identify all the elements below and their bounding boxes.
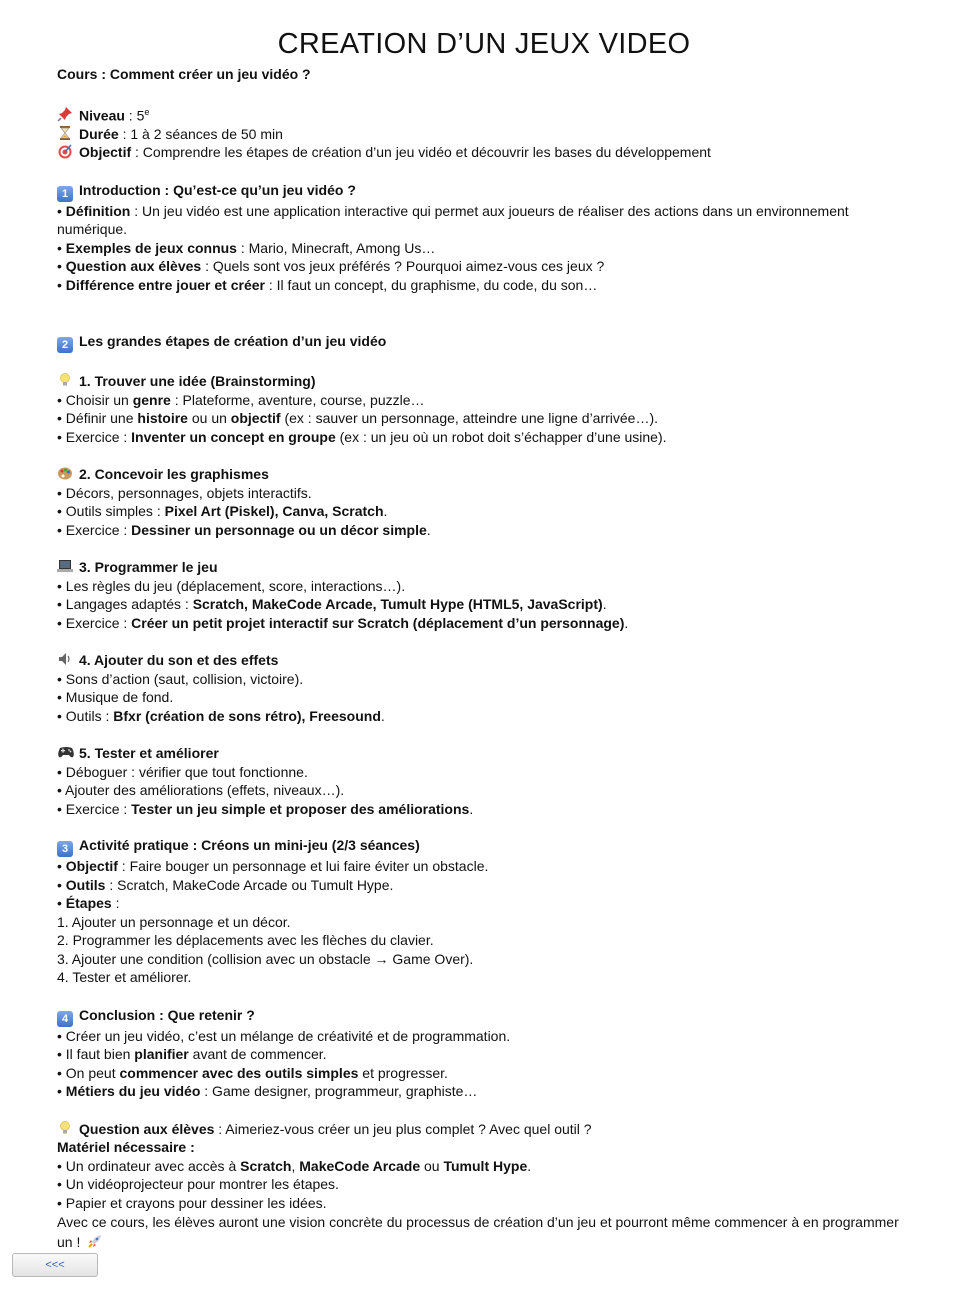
list-item: • Un vidéoprojecteur pour montrer les étapes.: [57, 1176, 339, 1193]
list-item: • Sons d’action (saut, collision, victoire).: [57, 670, 304, 687]
list-item: • Définir une histoire ou un objectif (ex : sauver un personnage, atteindre une ligne d’arrivée…).: [57, 410, 659, 427]
step-1-title: 1. Trouver une idée (Brainstorming): [57, 372, 917, 391]
laptop-icon: [57, 558, 73, 574]
numbered-item: 3. Ajouter une condition (collision avec un obstacle → Game Over).: [57, 950, 474, 967]
numbered-item: 1. Ajouter un personnage et un décor.: [57, 913, 291, 930]
list-item: • Les règles du jeu (déplacement, score, interactions…).: [57, 577, 406, 594]
final-question: Question aux élèves : Aimeriez-vous créer un jeu plus complet ? Avec quel outil ?: [57, 1120, 917, 1139]
list-item: • Objectif : Faire bouger un personnage et lui faire éviter un obstacle.: [57, 858, 489, 875]
page-title: CREATION D’UN JEUX VIDEO: [277, 28, 691, 60]
target-icon: [57, 143, 73, 159]
section-1-title: 1 Introduction : Qu’est-ce qu’un jeu vidéo ?: [57, 181, 917, 202]
step-4-title: 4. Ajouter du son et des effets: [57, 651, 917, 670]
list-item: • Un ordinateur avec accès à Scratch, MakeCode Arcade ou Tumult Hype.: [57, 1157, 532, 1174]
back-button[interactable]: <<<: [12, 1253, 98, 1277]
list-item: • Exemples de jeux connus : Mario, Minecraft, Among Us…: [57, 239, 436, 256]
speaker-icon: [57, 651, 73, 667]
materiel-title: Matériel nécessaire :: [57, 1139, 195, 1156]
keycap-1-icon: 1: [57, 186, 73, 202]
keycap-2-icon: 2: [57, 337, 73, 353]
list-item: • Outils simples : Pixel Art (Piskel), Canva, Scratch.: [57, 503, 388, 520]
list-item: • Métiers du jeu vidéo : Game designer, programmeur, graphiste…: [57, 1083, 478, 1100]
lightbulb-icon: [57, 372, 73, 388]
list-item: • Papier et crayons pour dessiner les idées.: [57, 1194, 327, 1211]
course-title: Cours : Comment créer un jeu vidéo ?: [57, 66, 311, 82]
step-3-title: 3. Programmer le jeu: [57, 558, 917, 577]
list-item: • Outils : Scratch, MakeCode Arcade ou Tumult Hype.: [57, 876, 394, 893]
gamepad-icon: [57, 744, 73, 760]
lightbulb-icon: [57, 1120, 73, 1136]
list-item: • Exercice : Inventer un concept en groupe (ex : un jeu où un robot doit s’échapper d’une usine).: [57, 428, 667, 445]
palette-icon: [57, 465, 73, 481]
list-item: • Il faut bien planifier avant de commencer.: [57, 1046, 327, 1063]
list-item: • Musique de fond.: [57, 689, 174, 706]
numbered-item: 4. Tester et améliorer.: [57, 969, 192, 986]
list-item: • Étapes :: [57, 895, 120, 912]
list-item: • Créer un jeu vidéo, c’est un mélange de créativité et de programmation.: [57, 1027, 511, 1044]
meta-objectif: Objectif : Comprendre les étapes de création d’un jeu vidéo et découvrir les bases du développement: [57, 143, 917, 162]
step-5-title: 5. Tester et améliorer: [57, 744, 917, 763]
list-item: • Outils : Bfxr (création de sons rétro), Freesound.: [57, 707, 385, 724]
list-item: • Exercice : Dessiner un personnage ou un décor simple.: [57, 521, 431, 538]
keycap-3-icon: 3: [57, 841, 73, 857]
list-item: • Choisir un genre : Plateforme, aventure, course, puzzle…: [57, 391, 425, 408]
list-item: • Ajouter des améliorations (effets, niveaux…).: [57, 782, 345, 799]
list-item: • Décors, personnages, objets interactifs.: [57, 484, 312, 501]
closing-paragraph: Avec ce cours, les élèves auront une vision concrète du processus de création d’un jeu et pourront même commencer à en programmer un !: [57, 1214, 899, 1251]
numbered-item: 2. Programmer les déplacements avec les flèches du clavier.: [57, 932, 434, 949]
section-2-title: 2 Les grandes étapes de création d’un jeu vidéo: [57, 332, 917, 353]
section-3-title: 3 Activité pratique : Créons un mini-jeu (2/3 séances): [57, 836, 917, 857]
list-item: • On peut commencer avec des outils simples et progresser.: [57, 1064, 448, 1081]
list-item: • Question aux élèves : Quels sont vos jeux préférés ? Pourquoi aimez-vous ces jeux ?: [57, 258, 605, 275]
rocket-icon: [87, 1233, 103, 1249]
meta-duree: Durée : 1 à 2 séances de 50 min: [57, 125, 917, 144]
list-item: • Déboguer : vérifier que tout fonctionne.: [57, 763, 308, 780]
section-4-title: 4 Conclusion : Que retenir ?: [57, 1006, 917, 1027]
pushpin-icon: [57, 106, 73, 122]
list-item: • Exercice : Tester un jeu simple et proposer des améliorations.: [57, 800, 474, 817]
document-page: [57, 26, 917, 1252]
list-item: • Différence entre jouer et créer : Il faut un concept, du graphisme, du code, du son…: [57, 276, 598, 293]
list-item: • Exercice : Créer un petit projet interactif sur Scratch (déplacement d’un personnage).: [57, 614, 629, 631]
meta-niveau: Niveau : 5e: [57, 103, 917, 125]
list-item: • Définition : Un jeu vidéo est une application interactive qui permet aux joueurs de réaliser des actions dans un environnement numérique.: [57, 202, 849, 238]
keycap-4-icon: 4: [57, 1011, 73, 1027]
step-2-title: 2. Concevoir les graphismes: [57, 465, 917, 484]
list-item: • Langages adaptés : Scratch, MakeCode Arcade, Tumult Hype (HTML5, JavaScript).: [57, 596, 607, 613]
hourglass-icon: [57, 125, 73, 141]
